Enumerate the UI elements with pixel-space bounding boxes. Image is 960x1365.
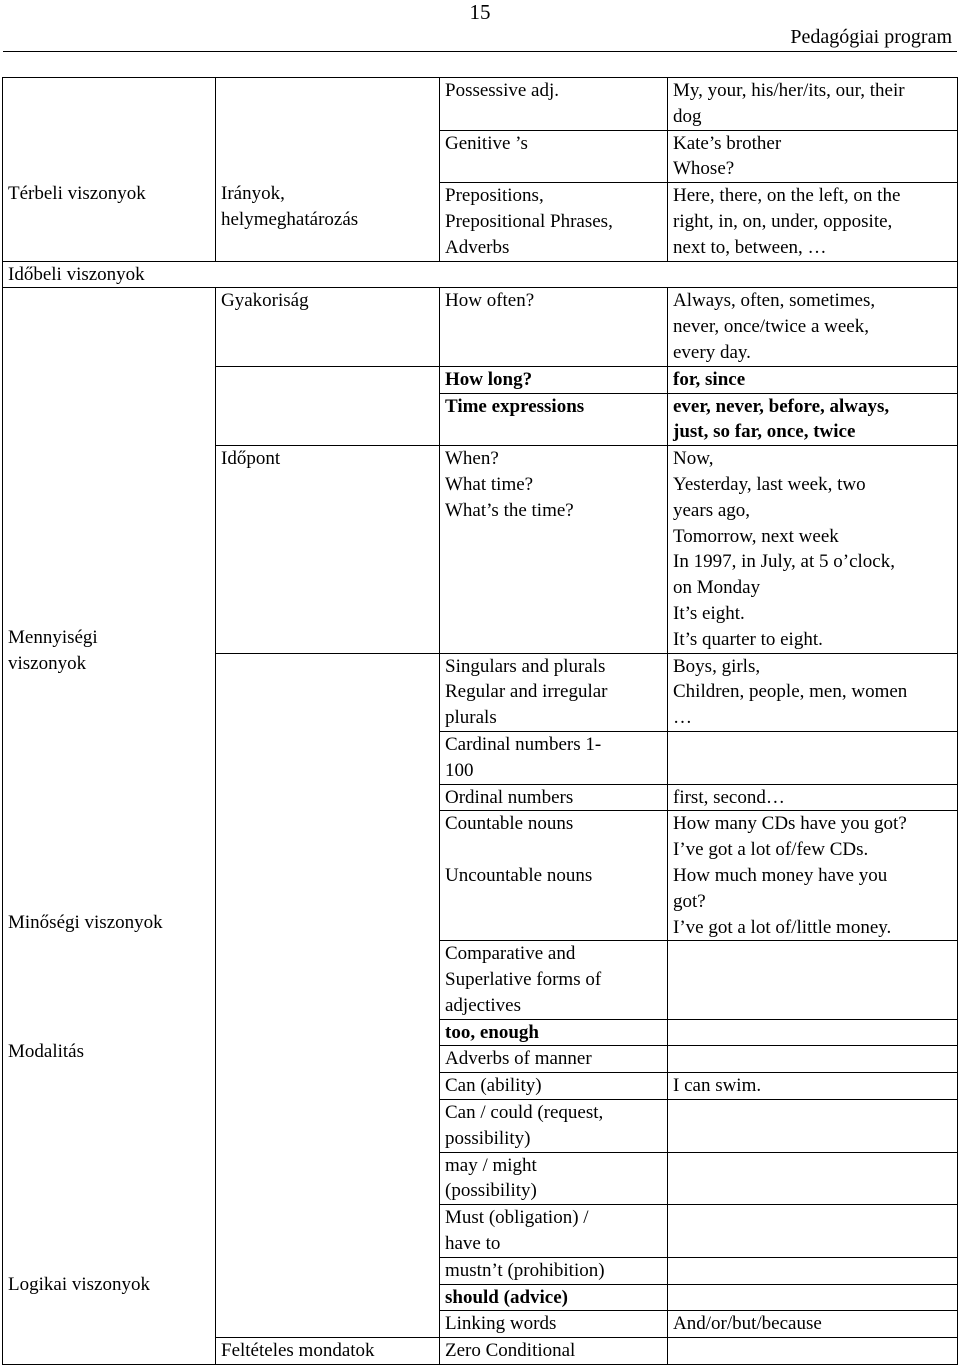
example-cell bbox=[668, 78, 958, 131]
grammar-cell bbox=[440, 731, 668, 784]
grammar-item: Zero Conditional bbox=[445, 1340, 576, 1362]
grammar-item: possibility) bbox=[445, 1127, 531, 1149]
grammar-item: may / might bbox=[445, 1154, 537, 1176]
example-text: My, your, his/her/its, our, their bbox=[673, 80, 905, 101]
example-text: got? bbox=[673, 890, 706, 912]
grammar-item: too, enough bbox=[445, 1021, 539, 1043]
table-row bbox=[3, 288, 958, 366]
grammar-item: 100 bbox=[445, 759, 474, 781]
example-cell bbox=[668, 1046, 958, 1073]
example-text: every day. bbox=[673, 341, 751, 363]
grammar-item: Countable nouns bbox=[445, 813, 574, 835]
grammar-item: How long? bbox=[445, 368, 533, 390]
category-label: Időbeli viszonyok bbox=[8, 263, 145, 285]
example-text: ever, never, before, always, bbox=[673, 395, 890, 417]
subcategory-cell bbox=[216, 446, 440, 653]
category-label: Térbeli viszonyok bbox=[8, 183, 146, 204]
grammar-table bbox=[2, 77, 958, 1365]
subcategory-label: helymeghatározás bbox=[221, 208, 359, 230]
example-cell bbox=[668, 1311, 958, 1338]
grammar-item: Ordinal numbers bbox=[445, 786, 574, 808]
grammar-item: Regular and irregular bbox=[445, 681, 608, 703]
grammar-item: Possessive adj. bbox=[445, 80, 559, 101]
subcategory-label: Időpont bbox=[221, 448, 281, 470]
grammar-item: Cardinal numbers 1- bbox=[445, 733, 602, 755]
grammar-cell bbox=[440, 130, 668, 183]
grammar-item: What’s the time? bbox=[445, 499, 574, 521]
category-cell bbox=[3, 78, 216, 262]
example-text: I can swim. bbox=[673, 1075, 762, 1097]
grammar-item: should (advice) bbox=[445, 1286, 568, 1308]
grammar-cell bbox=[440, 1311, 668, 1338]
example-text: Tomorrow, next week bbox=[673, 525, 839, 547]
grammar-item: adjectives bbox=[445, 994, 521, 1016]
grammar-cell bbox=[440, 78, 668, 131]
example-text: Kate’s brother bbox=[673, 132, 782, 154]
subcategory-cell bbox=[216, 78, 440, 262]
example-cell bbox=[668, 446, 958, 653]
example-cell bbox=[668, 366, 958, 393]
grammar-item: Prepositions, bbox=[445, 185, 544, 207]
table-row bbox=[3, 261, 958, 288]
example-text: for, since bbox=[673, 368, 746, 390]
example-text: Whose? bbox=[673, 158, 735, 180]
category-label: Logikai viszonyok bbox=[8, 1273, 150, 1295]
example-cell bbox=[668, 1152, 958, 1205]
header-rule bbox=[3, 51, 957, 52]
example-cell bbox=[668, 1205, 958, 1258]
grammar-item: Must (obligation) / bbox=[445, 1207, 589, 1229]
subcategory-cell bbox=[216, 288, 440, 366]
example-cell bbox=[668, 941, 958, 1019]
example-text: Yesterday, last week, two bbox=[673, 473, 866, 495]
grammar-item: Can / could (request, bbox=[445, 1102, 604, 1124]
grammar-item: When? bbox=[445, 448, 499, 470]
section-heading-cell bbox=[3, 261, 958, 288]
grammar-item: Singulars and plurals bbox=[445, 655, 606, 677]
grammar-cell bbox=[440, 811, 668, 941]
subcategory-label: Irányok, bbox=[221, 183, 285, 204]
example-cell bbox=[668, 811, 958, 941]
grammar-item bbox=[445, 837, 662, 863]
grammar-item: What time? bbox=[445, 473, 534, 495]
grammar-cell bbox=[440, 784, 668, 811]
example-text: Children, people, men, women bbox=[673, 681, 908, 703]
example-text: In 1997, in July, at 5 o’clock, bbox=[673, 551, 895, 573]
example-cell bbox=[668, 1019, 958, 1046]
grammar-item: Prepositional Phrases, bbox=[445, 210, 613, 232]
grammar-cell bbox=[440, 1257, 668, 1284]
example-text: I’ve got a lot of/little money. bbox=[673, 916, 892, 938]
example-cell bbox=[668, 1257, 958, 1284]
grammar-item: Adverbs of manner bbox=[445, 1048, 592, 1070]
running-title: Pedagógiai program bbox=[790, 26, 952, 48]
example-text: And/or/but/because bbox=[673, 1313, 822, 1335]
category-label: viszonyok bbox=[8, 653, 87, 675]
grammar-cell bbox=[440, 1019, 668, 1046]
subcategory-label: Gyakoriság bbox=[221, 290, 309, 312]
example-text: Here, there, on the left, on the bbox=[673, 185, 901, 207]
grammar-item: mustn’t (prohibition) bbox=[445, 1259, 605, 1281]
example-text: Boys, girls, bbox=[673, 655, 761, 677]
grammar-item: How often? bbox=[445, 290, 535, 312]
grammar-item: Adverbs bbox=[445, 236, 510, 258]
example-cell bbox=[668, 653, 958, 731]
category-cell bbox=[3, 288, 216, 1365]
grammar-cell bbox=[440, 941, 668, 1019]
example-text: never, once/twice a week, bbox=[673, 316, 869, 338]
subcategory-cell bbox=[216, 366, 440, 445]
example-text: just, so far, once, twice bbox=[673, 421, 856, 443]
subcategory-label: Feltételes mondatok bbox=[221, 1340, 375, 1362]
example-cell bbox=[668, 784, 958, 811]
example-cell bbox=[668, 731, 958, 784]
example-cell bbox=[668, 1338, 958, 1365]
category-label: Minőségi viszonyok bbox=[8, 911, 163, 933]
grammar-cell bbox=[440, 446, 668, 653]
grammar-cell bbox=[440, 1152, 668, 1205]
grammar-item: Time expressions bbox=[445, 395, 585, 417]
grammar-cell bbox=[440, 393, 668, 446]
example-text: How much money have you bbox=[673, 864, 888, 886]
grammar-cell bbox=[440, 1073, 668, 1100]
example-cell bbox=[668, 1284, 958, 1311]
grammar-item: Genitive ’s bbox=[445, 132, 528, 154]
example-text: It’s quarter to eight. bbox=[673, 628, 823, 650]
example-text: dog bbox=[673, 105, 702, 127]
grammar-item: plurals bbox=[445, 707, 497, 729]
page-number: 15 bbox=[469, 0, 491, 24]
grammar-cell bbox=[440, 1338, 668, 1365]
grammar-cell bbox=[440, 653, 668, 731]
example-text: years ago, bbox=[673, 499, 751, 521]
example-text: How many CDs have you got? bbox=[673, 813, 907, 835]
example-cell bbox=[668, 393, 958, 446]
grammar-item: Linking words bbox=[445, 1313, 557, 1335]
example-text: It’s eight. bbox=[673, 602, 745, 624]
category-label: Modalitás bbox=[8, 1040, 84, 1062]
grammar-item: (possibility) bbox=[445, 1180, 537, 1202]
grammar-cell bbox=[440, 1046, 668, 1073]
grammar-cell bbox=[440, 366, 668, 393]
example-cell bbox=[668, 1073, 958, 1100]
grammar-item: Superlative forms of bbox=[445, 969, 602, 991]
grammar-cell bbox=[440, 1205, 668, 1258]
example-cell bbox=[668, 130, 958, 183]
grammar-cell bbox=[440, 1284, 668, 1311]
grammar-item: have to bbox=[445, 1233, 501, 1255]
grammar-item: Comparative and bbox=[445, 943, 576, 965]
example-text: … bbox=[673, 707, 692, 729]
grammar-cell bbox=[440, 183, 668, 261]
example-text: right, in, on, under, opposite, bbox=[673, 210, 893, 232]
grammar-item: Can (ability) bbox=[445, 1075, 542, 1097]
example-cell bbox=[668, 183, 958, 261]
example-text: next to, between, … bbox=[673, 236, 827, 258]
example-cell bbox=[668, 288, 958, 366]
grammar-item: Uncountable nouns bbox=[445, 864, 593, 886]
example-text: I’ve got a lot of/few CDs. bbox=[673, 839, 869, 861]
example-cell bbox=[668, 1100, 958, 1153]
category-label: Mennyiségi bbox=[8, 627, 98, 649]
subcategory-cell bbox=[216, 653, 440, 1338]
grammar-cell bbox=[440, 1100, 668, 1153]
example-text: Now, bbox=[673, 448, 714, 470]
example-text: Always, often, sometimes, bbox=[673, 290, 876, 312]
example-text: first, second… bbox=[673, 786, 785, 808]
table-row bbox=[3, 78, 958, 131]
example-text: on Monday bbox=[673, 577, 761, 599]
subcategory-cell bbox=[216, 1338, 440, 1365]
grammar-cell bbox=[440, 288, 668, 366]
